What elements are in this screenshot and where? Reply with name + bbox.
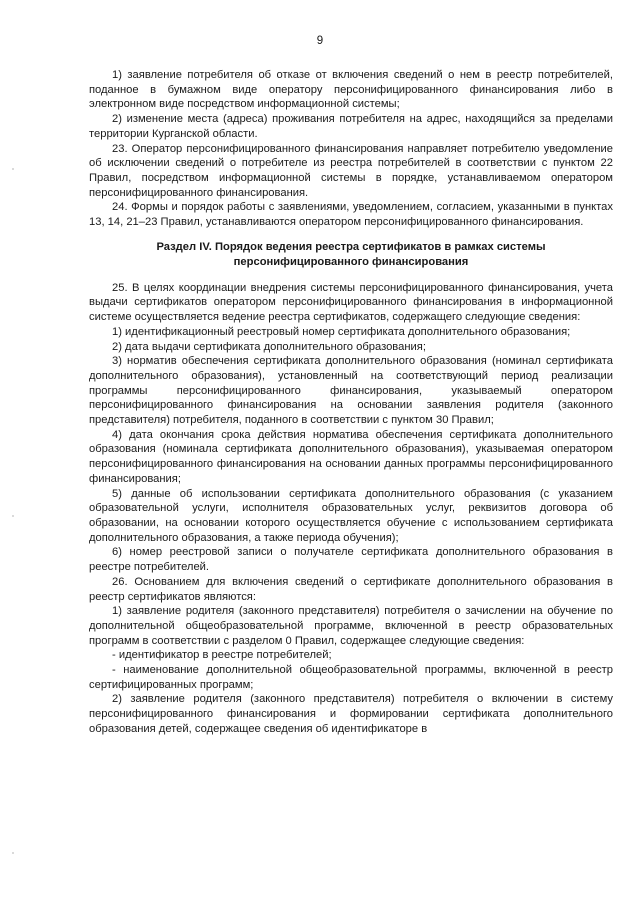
paragraph-23: 23. Оператор персонифицированного финансирования направляет потребителю уведомление об исключении сведений о потребителе из реестра потребителей в соответствии с пунктом 22 Правил, посредством информационной системы в порядке, устанавливаемом оператором персонифицированного финансирования. <box>89 142 613 199</box>
page-number: 9 <box>316 35 324 47</box>
paragraph-25-item-4: 4) дата окончания срока действия норматива обеспечения сертификата дополнительного образования (номинала сертификата дополнительного образования), указываемая оператором персонифицированного финансирования на основании данных программы персонифицированного финансирования; <box>89 428 613 485</box>
paragraph-24: 24. Формы и порядок работы с заявлениями, уведомлением, согласием, указанными в пунктах 13, 14, 21–23 Правил, устанавливаются оператором персонифицированного финансирования. <box>89 201 613 229</box>
scan-speck <box>12 168 14 170</box>
paragraph-26-item-1-bullet-2: - наименование дополнительной общеобразовательной программы, включенной в реестр сертифицированных программ; <box>89 664 613 691</box>
paragraph-26-item-1: 1) заявление родителя (законного представителя) потребителя о зачислении на обучение по дополнительной общеобразовательной программе, включенной в реестр образовательных программ в соответствии с разделом 0 Правил, содержащее следующие сведения: <box>89 605 613 647</box>
paragraph-25-item-3: 3) норматив обеспечения сертификата дополнительного образования (номинал сертификата дополнительного образования), установленный на соответствующий период реализации программы персонифицированного финансирования, указываемый оператором персонифицированного финансирования на основании заявления родителя (законного представителя) потребителя, поданного в соответствии с пунктом 30 Правил; <box>89 355 613 427</box>
paragraph-25-item-1: 1) идентификационный реестровый номер сертификата дополнительного образования; <box>112 325 571 338</box>
paragraph-26: 26. Основанием для включения сведений о сертификате дополнительного образования в реестр сертификатов являются: <box>89 575 613 603</box>
paragraph-25: 25. В целях координации внедрения системы персонифицированного финансирования, учета выдачи сертификатов оператором персонифицированного финансирования в информационной системе осуществляется ведение реестра сертификатов, содержащего следующие сведения: <box>89 281 613 324</box>
paragraph-25-item-5: 5) данные об использовании сертификата дополнительного образования (с указанием образовательной услуги, исполнителя образовательных услуг, реквизитов договора об образовании, на основании которого осуществляется обучение с использованием сертификата дополнительного образования, а также периода обучения); <box>89 487 613 544</box>
paragraph-26-item-2: 2) заявление родителя (законного представителя) потребителя о включении в систему персонифицированного финансирования и формировании сертификата дополнительного образования детей, содержащее сведения об идентификаторе в <box>89 693 613 735</box>
document-body <box>89 68 613 737</box>
paragraph-26-item-1-bullet-1: - идентификатор в реестре потребителей; <box>112 649 332 662</box>
scan-speck <box>12 515 14 517</box>
paragraph-22-item-1: 1) заявление потребителя об отказе от включения сведений о нем в реестр потребителей, поданное в бумажном виде оператору персонифицированного финансирования либо в электронном виде посредством информационной системы; <box>89 69 613 111</box>
section-heading: Раздел IV. Порядок ведения реестра сертификатов в рамках системы персонифицированного финансирования <box>156 240 546 268</box>
paragraph-25-item-2: 2) дата выдачи сертификата дополнительного образования; <box>112 340 426 353</box>
paragraph-25-item-6: 6) номер реестровой записи о получателе сертификата дополнительного образования в реестре потребителей. <box>89 546 613 574</box>
scan-speck <box>12 852 14 854</box>
paragraph-22-item-2: 2) изменение места (адреса) проживания потребителя на адрес, находящийся за пределами территории Курганской области. <box>89 113 613 140</box>
